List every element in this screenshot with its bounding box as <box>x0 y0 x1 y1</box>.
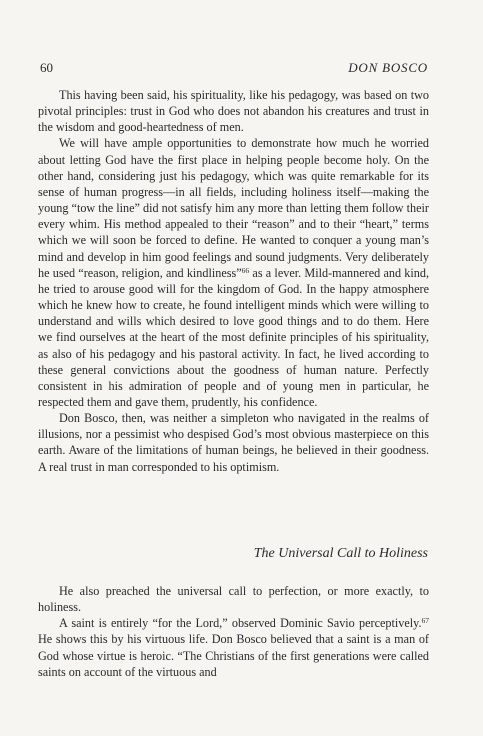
section-1-body <box>38 87 429 475</box>
footnote-ref-67[interactable]: 67 <box>421 616 429 626</box>
page-number: 60 <box>40 60 53 75</box>
section-2-body <box>38 583 429 680</box>
paragraph-3: Don Bosco, then, was neither a simpleton who navigated in the realms of illusions, nor a pessimist who despised God’s most obvious masterpiece on this earth. Aware of the limitations of human beings, he believed in their goodness. A real trust in man corresponded to his optimism. <box>38 411 429 474</box>
paragraph-2-text-a: We will have ample opportunities to demonstrate how much he worried about letting God have the first place in helping people become holy. On the other hand, considering just his pedagogy, which was quite remarkable for its sense of human progress—in all fields, including holiness itself—making the young “tow the line” did not satisfy him any more than letting them follow their every whim. His method appealed to their “reason” and to their “heart,” terms which we will soon be forced to define. He wanted to conquer a young man’s mind and develop in him good feelings and sound judgments. Very deliberately he used “reason, religion, and kindliness” <box>38 136 429 280</box>
paragraph-1: This having been said, his spirituality, like his pedagogy, was based on two pivotal principles: trust in God who does not abandon his creatures and trust in the wisdom and good-heartedness of men. <box>38 88 429 135</box>
paragraph-5-text-b: He shows this by his virtuous life. Don Bosco believed that a saint is a man of God whose virtue is heroic. “The Christians of the first generations were called saints on account of the virtuous and <box>38 632 429 679</box>
footnote-ref-66[interactable]: 66 <box>241 265 250 275</box>
page-header <box>40 60 428 78</box>
section-heading: The Universal Call to Holiness <box>253 546 428 561</box>
paragraph-2-text-b: as a lever. Mild-mannered and kind, he tried to arouse good will for the kingdom of God. In the happy atmosphere which he knew how to create, he found intelligent minds which were willing to understand and wills which desired to love good things and to do them. Here we find ourselves at the heart of the most definite principles of his spirituality, as also of his pedagogy and his pastoral activity. In fact, he lived according to these general convictions about the goodness of human nature. Perfectly consistent in his admiration of people and of young men in particular, he respected them and gave them, prudently, his confidence. <box>38 265 429 409</box>
paragraph-5-text-a: A saint is entirely “for the Lord,” observed Dominic Savio perceptively. <box>59 616 422 631</box>
running-head: DON BOSCO <box>348 60 428 75</box>
paragraph-5 <box>38 615 429 680</box>
paragraph-4: He also preached the universal call to perfection, or more exactly, to holiness. <box>38 584 429 615</box>
paragraph-2 <box>38 135 429 410</box>
